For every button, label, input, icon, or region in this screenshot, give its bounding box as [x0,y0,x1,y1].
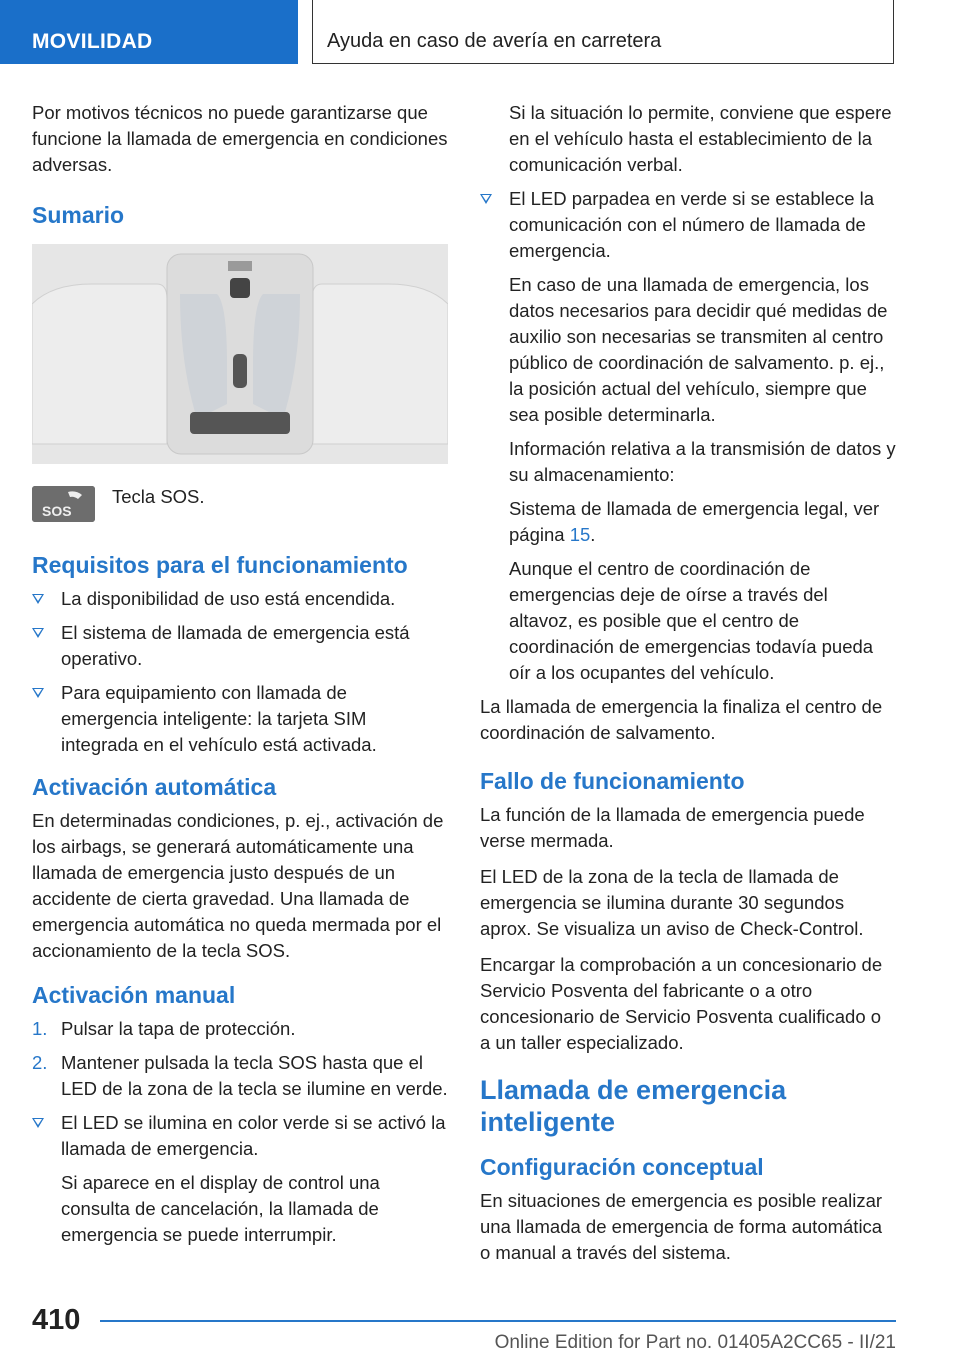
footer-edition: Online Edition for Part no. 01405A2CC65 - II/21 [494,1332,896,1353]
sumario-heading: Sumario [32,202,125,228]
page-number: 410 [32,1304,81,1336]
sub-text: Información relativa a la transmisión de datos y su almacenamiento: [509,438,896,485]
sos-key-icon [32,486,95,522]
list-item: Para equipamiento con llamada de emergencia inteligente: la tarjeta SIM integrada en el vehículo está activada. [32,680,448,758]
sos-key-caption-row [32,486,448,532]
footer-rule [100,1320,896,1322]
auto-heading: Activación automática [32,774,277,800]
left-column [32,100,448,1256]
right-column [480,100,896,1276]
fallo-heading: Fallo de funcionamiento [480,768,745,794]
sub-text: En caso de una llamada de emergencia, los datos necesarios para decidir qué medidas de auxilio son necesarias se transmiten al centro público de coordinación de salvamento. p. ej., la posición actual del vehículo, siempre que sea posible determinarla. [509,274,888,425]
fallo-text-1: La función de la llamada de emergencia puede verse mermada. [480,804,865,851]
list-item: El LED parpadea en verde si se establece la comunicación con el número de llamada de emergencia. [480,186,896,264]
cont-sub-text: Si la situación lo permite, conviene que espere en el vehículo hasta el establecimiento de la comunicación verbal. [509,102,892,175]
sos-caption: Tecla SOS. [112,486,205,507]
triangle-bullet-icon [480,194,492,204]
config-text: En situaciones de emergencia es posible realizar una llamada de emergencia de forma automática o manual a través del sistema. [480,1190,883,1263]
section-tab [0,0,298,64]
intro-text: Por motivos técnicos no puede garantizarse que funcione la llamada de emergencia en condiciones adversas. [32,102,448,175]
finaliza-text: La llamada de emergencia la finaliza el centro de coordinación de salvamento. [480,696,883,743]
config-heading: Configuración conceptual [480,1154,764,1180]
inteligente-heading: Llamada de emergencia inteligente [480,1075,787,1137]
manual-heading: Activación manual [32,982,236,1008]
sos-icon-text: SOS [42,503,72,519]
header-title-box [312,0,894,64]
sub-text: Aunque el centro de coordinación de emergencias deje de oírse a través del altavoz, es posible que el centro de coordinación de emergencias todavía pueda oír a los ocupantes del vehículo. [509,558,874,683]
sub-text-with-link: Sistema de llamada de emergencia legal, ver página 15. [509,498,880,545]
auto-text: En determinadas condiciones, p. ej., activación de los airbags, se generará automáticamente una llamada de emergencia justo después de un accidente de cierta gravedad. Una llamada de emergencia automática no queda mermada por el accionamiento de la tecla SOS. [32,810,444,961]
triangle-bullet-icon [32,1118,44,1128]
sos-panel-photo [32,244,448,464]
led-sub-text: Si aparece en el display de control una consulta de cancelación, la llamada de emergencia se puede interrumpir. [61,1172,380,1245]
step-item: 1. Pulsar la tapa de protección. [32,1018,296,1039]
list-item: La disponibilidad de uso está encendida. [32,586,448,612]
fallo-text-2: El LED de la zona de la tecla de llamada de emergencia se ilumina durante 30 segundos aprox. Se visualiza un aviso de Check-Control. [480,866,864,939]
list-item: El sistema de llamada de emergencia está operativo. [32,620,448,672]
page-header-title: Ayuda en caso de avería en carretera [327,30,662,52]
triangle-bullet-icon [32,628,44,638]
triangle-bullet-icon [32,688,44,698]
requisitos-heading: Requisitos para el funcionamiento [32,552,408,578]
fallo-text-3: Encargar la comprobación a un concesionario de Servicio Posventa del fabricante o a otro concesionario de Servicio Posventa cualificado o a un taller especializado. [480,954,883,1053]
list-item: El LED se ilumina en color verde si se activó la llamada de emergencia. [32,1110,448,1162]
triangle-bullet-icon [32,594,44,604]
page-link[interactable]: 15 [569,524,591,545]
step-item: 2. Mantener pulsada la tecla SOS hasta que el LED de la zona de la tecla se ilumine en verde. [32,1052,448,1099]
section-label: MOVILIDAD [32,30,153,53]
